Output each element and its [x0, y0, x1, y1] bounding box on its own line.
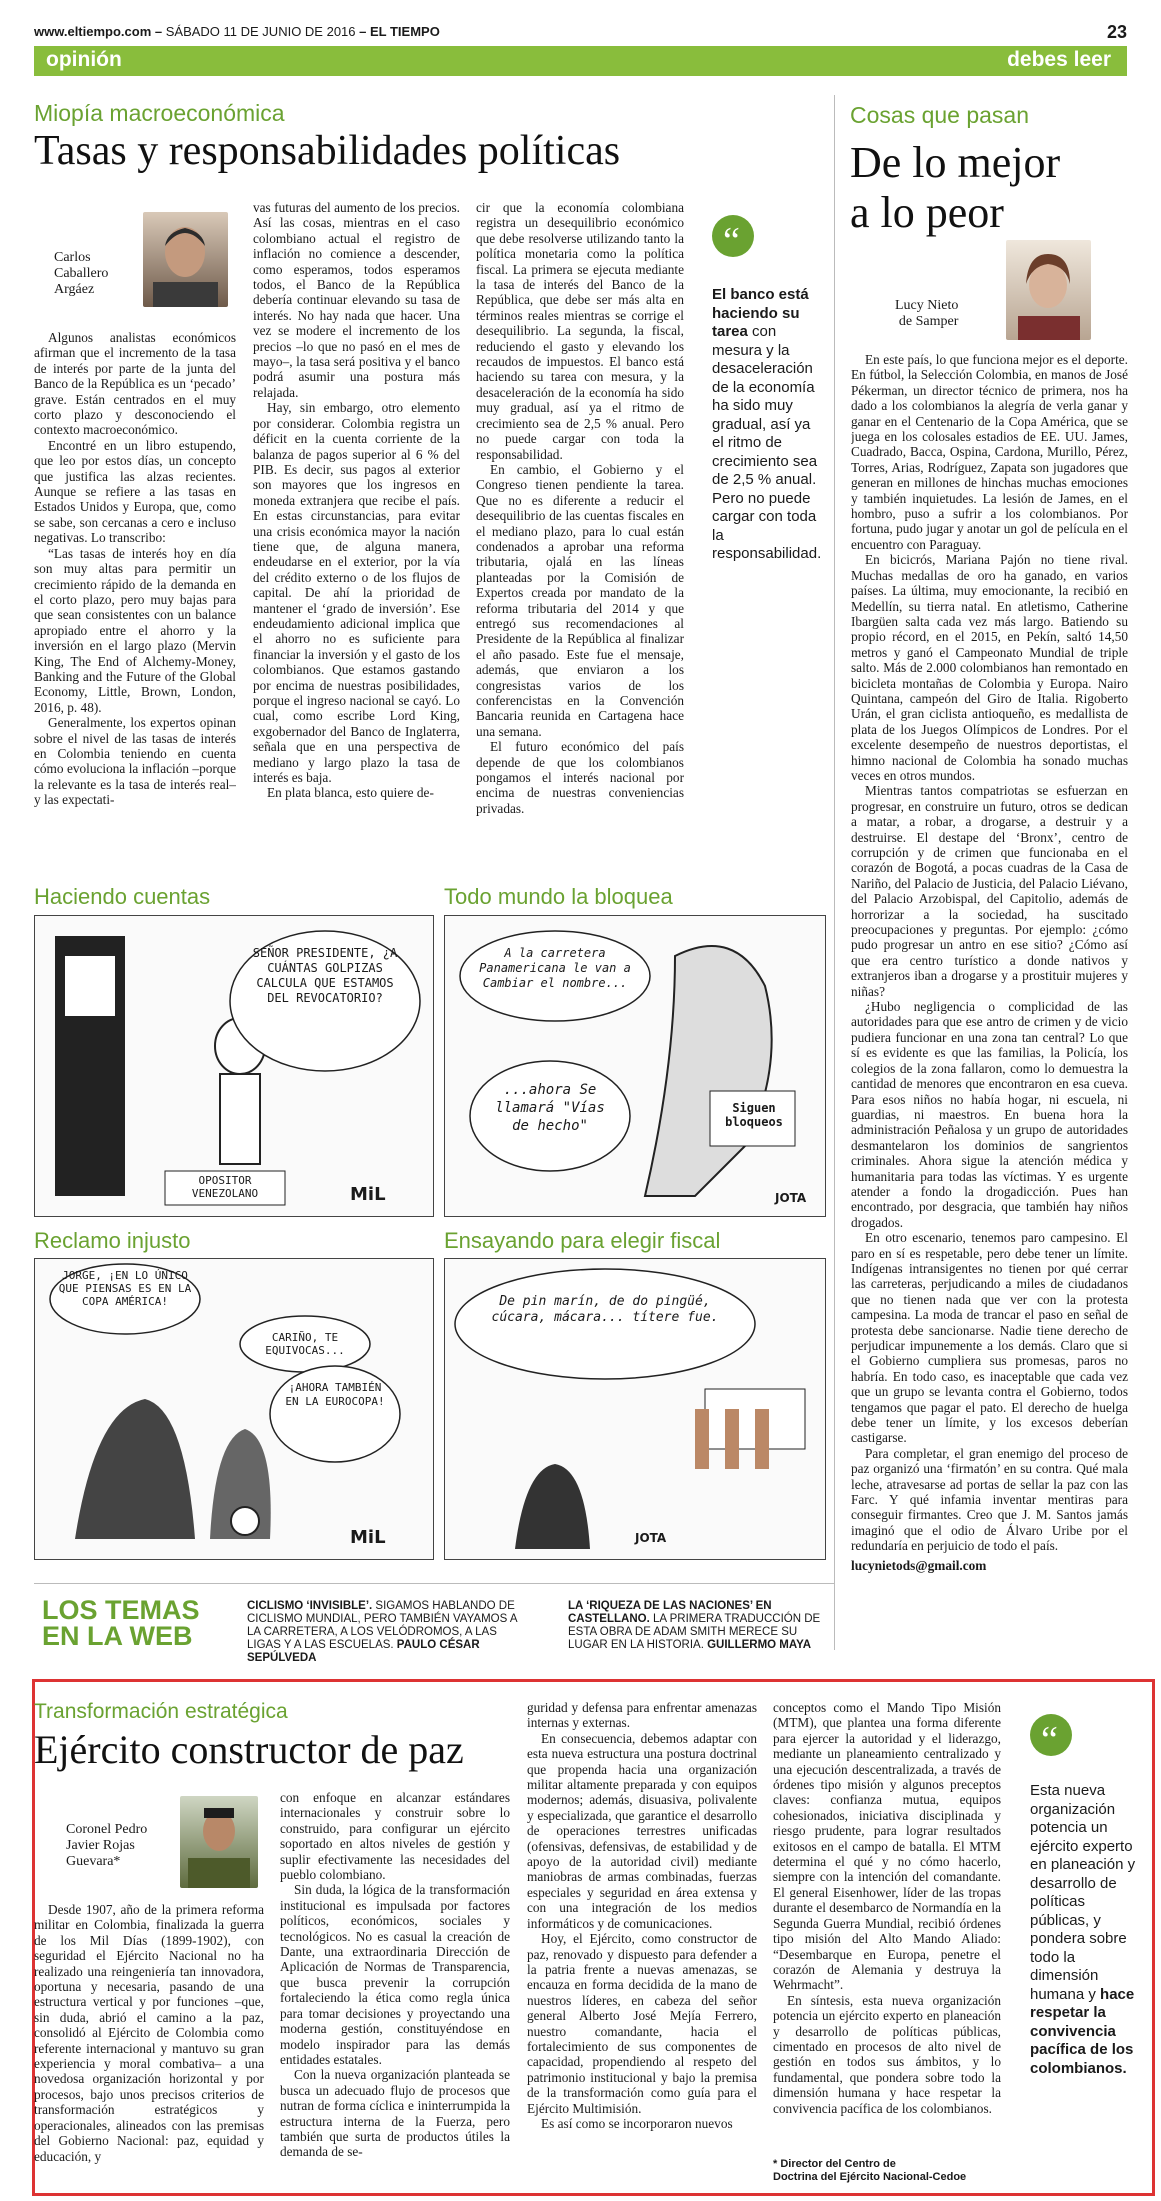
paragraph: Sin duda, la lógica de la transformación institucional es impulsada por factores políticos, económicos, sociales y tecnológicos. No es casual la creación de Dante, una extraordinaria Dirección de Aplicación de Normas de Transparencia, que busca prevenir la corrupción fortaleciendo la ética como regla única para tomar decisiones y proyectando una moderna gestión, constituyéndose en modelo inspirador para las demás entidades estatales. [280, 1882, 510, 2067]
tema-text: LA PRIMERA TRADUCCIÓN DE ESTA OBRA DE ADAM SMITH MERECE SU LUGAR EN LA HISTORIA. [568, 1613, 821, 1651]
cartoon3-bubble3: ¡AHORA TAMBIÉN EN LA EUROCOPA! [285, 1381, 385, 1408]
cartoon1-label: OPOSITOR VENEZOLANO [191, 1174, 259, 1200]
paragraph: ¿Hubo negligencia o complicidad de las autoridades para que ese antro de crimen y de vicio pudiera funcionar en una zona tan central? Lo que sí es evidente es que las familias, la Policía, los colegios de la zona fallaron, como lo demuestra la cantidad de menores que encontraron en esa cueva. Para esos niños no había hogar, ni escuela, ni guardias, ni maestros. En buena hora la administración Peñalosa y un grupo de autoridades desmantelaron los dominios de sangrientos criminales. Ahora sigue la atención médica y humanitaria para todas las víctimas. Y es urgente atender a fondo la drogadicción. Pues han encontrado, por desgracia, que también hay niños drogados. [851, 999, 1128, 1230]
author-portrait-icon [1006, 240, 1091, 340]
page-number: 23 [1106, 22, 1127, 42]
author-line: Carlos [54, 250, 91, 265]
section-opinion: opinión [46, 48, 122, 71]
cartoon2-bubble2: ...ahora Se llamará "Vías de hecho" [495, 1082, 605, 1134]
pullquote-bold: El banco está haciendo su tarea [712, 286, 809, 340]
quote-icon [1030, 1714, 1072, 1756]
paragraph: En cambio, el Gobierno y el Congreso tienen pendiente la tarea. Que no es diferente a reducir el desequilibrio de las cuentas fiscales en el mediano plazo, para lo cual están condenados a aprobar una reforma tributaria, ojalá en las líneas planteadas por la Comisión de Expertos creada por mandato de la reforma tributaria del 2014 y que entregó sus recomendaciones al Presidente de la República al finalizar el año pasado. Este fue el mensaje, además, que enviaron a los congresistas varios de los conferencistas en la Convención Bancaria reunida en Cartagena hace una semana. [476, 461, 684, 739]
article3-author [66, 1822, 147, 1870]
pullquote-text: con mesura y la desaceleración de la economía ha sido muy gradual, así ya el ritmo de crecimiento sea de 2,5 % anual. Pero no puede cargar con toda la responsabilidad. [712, 323, 822, 562]
paragraph: Para completar, el gran enemigo del proceso de paz organizó una ‘firmatón’ en su contra. Qué mala leche, atravesarse ad portas de sellar la paz con las Farc. Y qué infamia inventar mentiras para conseguir firmantes. Creo que J. M. Santos jamás imaginó que el odio de Álvaro Uribe por el redundaría en perjuicio de todo el país. [851, 1445, 1128, 1554]
author-photo [143, 212, 228, 307]
article1-kicker: Miopía macroeconómica [34, 100, 285, 126]
cartoon3-title: Reclamo injusto [34, 1228, 191, 1253]
cartoon3 [34, 1258, 434, 1560]
article1-author [54, 250, 108, 298]
cartoon1-title: Haciendo cuentas [34, 884, 211, 909]
author-portrait-icon [180, 1796, 258, 1888]
pullquote-bold: hace respetar la convivencia pacífica de los colombianos. [1030, 1985, 1135, 2077]
cartoon1-signature: MiL [350, 1184, 386, 1205]
tema-text: SIGAMOS HABLANDO DE CICLISMO MUNDIAL, PERO TAMBIÉN VAYAMOS A LA CARRETERA, A LOS VELÓDROMOS, A LAS LIGAS Y A LAS ESCUELAS. [247, 1600, 517, 1651]
cartoon3-bubble2: CARIÑO, TE EQUIVOCAS... [265, 1331, 345, 1357]
paragraph: Algunos analistas económicos afirman que el incremento de la tasa de interés por parte de la junta del Banco de la República es un ‘pecado’ grave. Están centrados en el muy corto plazo y desconociendo el contexto macroeconómico. [34, 330, 236, 438]
paragraph: En este país, lo que funciona mejor es el deporte. En fútbol, la Selección Colombia, en manos de José Pékerman, un director técnico de primera, nos ha dado a los colombianos la alegría de verla ganar y ganar en el Centenario de la Copa América, que se juega en los colosales estadios de EE. UU. James, Cuadrado, Bacca, Ospina, Cardona, Murillo, Pérez, Torres, Arias, Rodríguez, Zapata son jugadores que generan en millones de hinchas muchas emociones y también inquietudes. La lesión de James, en el hombro, puso a sufrir a los colombianos. Por fortuna, pudo jugar y anotar un gol de película en el encuentro con Paraguay. [851, 352, 1128, 552]
tema-heading: CICLISMO ‘INVISIBLE’. [247, 1600, 373, 1612]
article2-body [851, 352, 1128, 1647]
paragraph: Hay, sin embargo, otro elemento por considerar. Colombia registra un déficit en la cuenta corriente de la balanza de pagos superior al 6 % del PIB. Es decir, sus pagos al exterior son mayores que los ingresos en moneda extranjera que recibe el país. En estas circunstancias, para evitar una crisis económica mayor la nación tiene que, de alguna manera, endeudarse en el exterior, por la vía del crédito externo o de los flujos de capital. De ahí la prioridad de mantener el ‘grado de inversión’. Ese endeudamiento adicional implica que el ahorro no es suficiente para financiar la inversión y el gasto de los colombianos. Que estamos gastando por encima de nuestras posibilidades, porque el ingreso nacional se cayó. Lo cual, como escribe Lord King, exgobernador del Banco de Inglaterra, señala que en una perspectiva de mediano y largo plazo la tasa de interés es baja. [253, 400, 460, 786]
article1-col1 [34, 330, 236, 860]
paragraph: con enfoque en alcanzar estándares internacionales y construir sobre lo construido, para configurar un ejército soportado en altos niveles de gestión y suplir efectivamente las necesidades del pueblo colombiano. [280, 1790, 510, 1883]
article3-col4 [773, 1700, 1001, 2160]
paragraph: En plata blanca, esto quiere de- [267, 785, 434, 801]
article3-col1 [34, 1902, 264, 2192]
paragraph: Es así como se incorporaron nuevos [541, 2115, 733, 2131]
cartoon3-bubble: JORGE, ¡EN LO ÚNICO QUE PIENSAS ES EN LA COPA AMÉRICA! [58, 1269, 192, 1308]
tema-item[interactable] [247, 1600, 522, 1665]
cartoon2-signature: JOTA [775, 1191, 807, 1205]
author-portrait-icon [143, 212, 228, 307]
article3-kicker: Transformación estratégica [34, 1700, 288, 1723]
issue-date: SÁBADO 11 DE JUNIO DE 2016 [165, 24, 356, 39]
temas-title [42, 1597, 200, 1649]
footnote-line: * Director del Centro de [773, 2158, 896, 2170]
svg-text:“: “ [1041, 1719, 1058, 1756]
paper-name: EL TIEMPO [369, 24, 440, 39]
cartoon4-title: Ensayando para elegir fiscal [444, 1228, 721, 1253]
paragraph: El futuro económico del país depende de que los colombianos pongamos el interés nacional por encima de nuestras conveniencias privadas. [476, 739, 684, 816]
author-line: Lucy Nieto [895, 298, 959, 313]
section-debes-leer: debes leer [1007, 48, 1111, 71]
cartoon2-title: Todo mundo la bloquea [444, 884, 673, 909]
paragraph: “Las tasas de interés hoy en día son muy altas para permitir un crecimiento rápido de la demanda en el corto plazo, pero muy bajas para que sean consistentes con un balance apropiado entre el ahorro y la inversión en el largo plazo (Mervin King, The End of Alchemy-Money, Banking and the Future of the Global Economy, Little, Brown, London, 2016, p. 48). [34, 545, 236, 715]
author-line: de Samper [898, 314, 959, 329]
article3-footnote [773, 2158, 1001, 2184]
article2-kicker: Cosas que pasan [850, 102, 1030, 128]
tema-author: GUILLERMO MAYA [703, 1639, 812, 1651]
author-line: Argáez [54, 282, 95, 297]
article1-pullquote [712, 286, 822, 564]
tema-item[interactable] [568, 1600, 826, 1652]
paragraph: Hoy, el Ejército, como constructor de paz, renovado y dispuesto para defender a la patria frente a nuevas amenazas, se encauza en forma decidida de la mano de nuestros líderes, en cabeza del señor general Alberto José Mejía Ferrero, nuestro comandante, hacia el fortalecimiento de sus componentes de capacidad, propendiendo al respeto del patrimonio institucional y bajo la premisa de la transformación como guía para el Ejército Multimisión. [527, 1931, 757, 2116]
article1-col2 [253, 200, 460, 860]
cartoon1-bubble: SEÑOR PRESIDENTE, ¿A CUÁNTAS GOLPIZAS CALCULA QUE ESTAMOS DEL REVOCATORIO? [252, 946, 398, 1005]
paragraph: Generalmente, los expertos opinan sobre el nivel de las tasas de interés en Colombia teniendo en cuenta cómo evoluciona la inflación –porque la relevante es la tasa de interés real– y las expectati- [34, 715, 236, 808]
paragraph: Encontré en un libro estupendo, que leo por estos días, un concepto que justifica las alzas recientes. Aunque se refiere a las tasas en Estados Unidos y Europa, que, como se sabe, son cercanas a cero e incluso negativas. Lo transcribo: [34, 437, 236, 546]
temas-title-line: LOS TEMAS [42, 1595, 200, 1625]
temas-title-line: EN LA WEB [42, 1621, 193, 1651]
article3-col3 [527, 1700, 757, 2192]
site-url[interactable]: www.eltiempo.com [34, 24, 152, 39]
paragraph: Desde 1907, año de la primera reforma militar en Colombia, finalizada la guerra de los Mil Días (1899-1902), con seguridad el Ejército Nacional no ha realizado una reingeniería tan innovadora, oportuna y necesaria, pasando de una estructura vertical y por funciones –que, sin duda, abrió el camino a la paz, consolidó al Ejército de Colombia como referente internacional y mantuvo su gran experiencia y moral combativa– a una novedosa organización horizontal y por procesos, bajo unos precisos criterios de transformación estratégicos y operacionales, alineados con las premisas del Gobierno Nacional: paz, equidad y educación, y [34, 1902, 264, 2164]
paragraph: En bicicrós, Mariana Pajón no tiene rival. Muchas medallas de oro ha ganado, en varios países. La última, muy emocionante, la recibió en Medellín, su tierra natal. En atletismo, Catherine Ibargüen salta cada vez más largo. Batiendo su propio récord, en el 2015, en Pekín, saltó 14,50 metros y ganó el Campeonato Mundial de triple salto. Más de 2.000 colombianos han remontado en bicicleta montañas de Colombia y Europa. Nairo Quintana, campeón del Giro de Italia. Rigoberto Urán, el gran ciclista antioqueño, es medallista de plata de los Juegos Olímpicos de Londres. Por el excelente desempeño de nuestros deportistas, el himno nacional de Colombia ha sonado muchas veces en otros mundos. [851, 552, 1128, 783]
divider [34, 1583, 834, 1584]
paragraph: En síntesis, esta nueva organización potencia un ejército experto en planeación y desarrollo de políticas públicas, cimentado en procesos de alto nivel de gestión en todos sus ámbitos, y lo fundamental, que pondera sobre todo la dimensión humana y hace respetar la convivencia pacífica de los colombianos. [773, 1992, 1001, 2116]
article2-title: De lo mejor a lo peor [850, 138, 1061, 237]
cartoon2-sign: Siguen bloqueos [725, 1101, 783, 1129]
article3-col2 [280, 1790, 510, 2192]
quote-icon [712, 215, 754, 257]
tema-heading: LA ‘RIQUEZA DE LAS NACIONES’ EN CASTELLANO. [568, 1600, 772, 1625]
cartoon3-signature: MiL [350, 1527, 386, 1548]
paragraph: vas futuras del aumento de los precios. Así las cosas, mientras en el caso colombiano actual el registro de inflación no comience a descender, como esperamos, todos esperamos todos, el Banco de la República debería continuar elevando su tasa de interés. No hay nada que hacer. Una vez se modere el incremento de los precios –lo que no pasó en el mes de mayo–, la tasa será positiva y el banco podrá asumir una postura más relajada. [253, 200, 460, 400]
author-line: Guevara* [66, 1854, 121, 1869]
section-bar [34, 46, 1127, 76]
cartoon2 [444, 915, 826, 1217]
page-header-line: www.eltiempo.com – SÁBADO 11 DE JUNIO DE 2016 – EL TIEMPO [34, 24, 440, 39]
cartoon2-bubble: A la carretera Panamericana le van a Cambiar el nombre... [479, 946, 631, 990]
cartoon1 [34, 915, 434, 1217]
paragraph: conceptos como el Mando Tipo Misión (MTM), que plantea una forma diferente para ejercer la autoridad y el liderazgo, mediante un planeamiento centralizado y una ejecución descentralizada, a través de órdenes tipo misión y algunos preceptos claves: confianza mutua, equipos cohesionados, iniciativa disciplinada y riesgo prudente, para lograr resultados exitosos en el campo de batalla. El MTM determina el qué y no cómo hacerlo, siempre con la intención del comandante. El general Eisenhower, líder de las tropas durante el desembarco de Normandía en la Segunda Guerra Mundial, recibió órdenes tipo misión del Alto Mando Aliado: “Desembarque en Europa, penetre el corazón de Alemania y destruya la Wehrmacht”. [773, 1700, 1001, 1993]
paragraph: En otro escenario, tenemos paro campesino. El paro en sí es respetable, pero debe tener un límite. Indígenas intransigentes no tienen por qué cerrar las carreteras, perjudicando a miles de ciudadanos que no tienen nada que ver con la protesta campesina. La moda de trancar el paso en señal de protesta debe sancionarse. Nadie tiene derecho de perjudicar impunemente a los demás. Claro que si el Gobierno cumpliera sus promesas, paros no habría. En todo caso, es inaceptable que cada vez que un grupo se levanta contra el Gobierno, todos tengamos que pagar el pato. El derecho de huelga debe tener un límite, y los excesos deberían castigarse. [851, 1230, 1128, 1446]
cartoon4-bubble: De pin marín, de do pingüé, cúcara, mácara... títere fue. [491, 1294, 719, 1325]
author-line: Caballero [54, 266, 109, 281]
article3-title: Ejército constructor de paz [34, 1727, 464, 1772]
paragraph: cir que la economía colombiana registra un desequilibrio económico que debe resolverse utilizando tanto la política monetaria como la política fiscal. La primera se ejecuta mediante la tasa de interés del Banco de la República, que debe ser más alta en términos reales mientras se corrige el desequilibrio. La segunda, la fiscal, reduciendo el gasto y elevando los recaudos de impuestos. El banco está haciendo su tarea con mesura, y la desaceleración de la economía ha sido muy gradual, así ya el ritmo de crecimiento sea de 2,5 % anual. Pero no puede cargar con toda la responsabilidad. [476, 200, 684, 462]
article1-title: Tasas y responsabilidades políticas [34, 128, 621, 174]
cartoon4 [444, 1258, 826, 1560]
author-photo [180, 1796, 258, 1888]
paragraph: En consecuencia, debemos adaptar con esta nueva estructura una postura doctrinal que propenda hacia una organización militar altamente preparada y con equipos modernos; además, disuasiva, polivalente y especializada, que garantice el desarrollo de operaciones terrestres unificadas (ofensivas, defensivas, de estabilidad y de apoyo de la autoridad civil) mediante maniobras de armas combinadas, fuerzas especiales y seguridad en área extensa y con una integración de los medios informáticos y de comunicaciones. [527, 1730, 757, 1931]
paragraph: guridad y defensa para enfrentar amenazas internas y externas. [527, 1700, 757, 1731]
author-line: Coronel Pedro [66, 1822, 148, 1837]
svg-text:“: “ [723, 220, 740, 257]
paragraph: Mientras tantos compatriotas se esfuerzan en progresar, en construire un futuro, otros se dedican a matar, a robar, a drogarse, a destruir y a destruirse. El destape del ‘Bronx’, centro de corrupción y de crimen que funcionaba en el corazón de Bogotá, a pocas cuadras de la Casa de Nariño, del Palacio de Justicia, del Palacio Liévano, del Palacio Arzobispal, del Capitolio, además de horrorizar a la sociedad, ha suscitado preocupaciones y preguntas. Por ejemplo: ¿cómo pudo progresar un antro en ese sitio? ¿Cómo así que era centro turístico a donde nativos y extranjeros iban a drogarse y a prostituir mujeres y niñas? [851, 783, 1128, 999]
author-email[interactable]: lucynietods@gmail.com [851, 1557, 987, 1573]
footnote-line: Doctrina del Ejército Nacional-Cedoe [773, 2171, 967, 2183]
article3-pullquote [1030, 1782, 1138, 2078]
author-photo [1006, 240, 1091, 340]
tema-author: PAULO CÉSAR SEPÚLVEDA [247, 1639, 480, 1664]
pullquote-text: Esta nueva organización potencia un ejército experto en planeación y desarrollo de políticas públicas, y pondera sobre todo la dimensión humana y [1030, 1782, 1136, 2003]
author-line: Javier Rojas [66, 1838, 135, 1853]
paragraph: Con la nueva organización planteada se busca un adecuado flujo de procesos que nutran de forma cíclica e ininterrumpida la estructura interna de la Fuerza, pero también que surta de productos útiles la demanda de se- [280, 2067, 510, 2160]
article1-col3 [476, 200, 684, 860]
column-divider [834, 95, 835, 1650]
cartoon4-signature: JOTA [635, 1531, 667, 1545]
article2-author [895, 298, 958, 330]
